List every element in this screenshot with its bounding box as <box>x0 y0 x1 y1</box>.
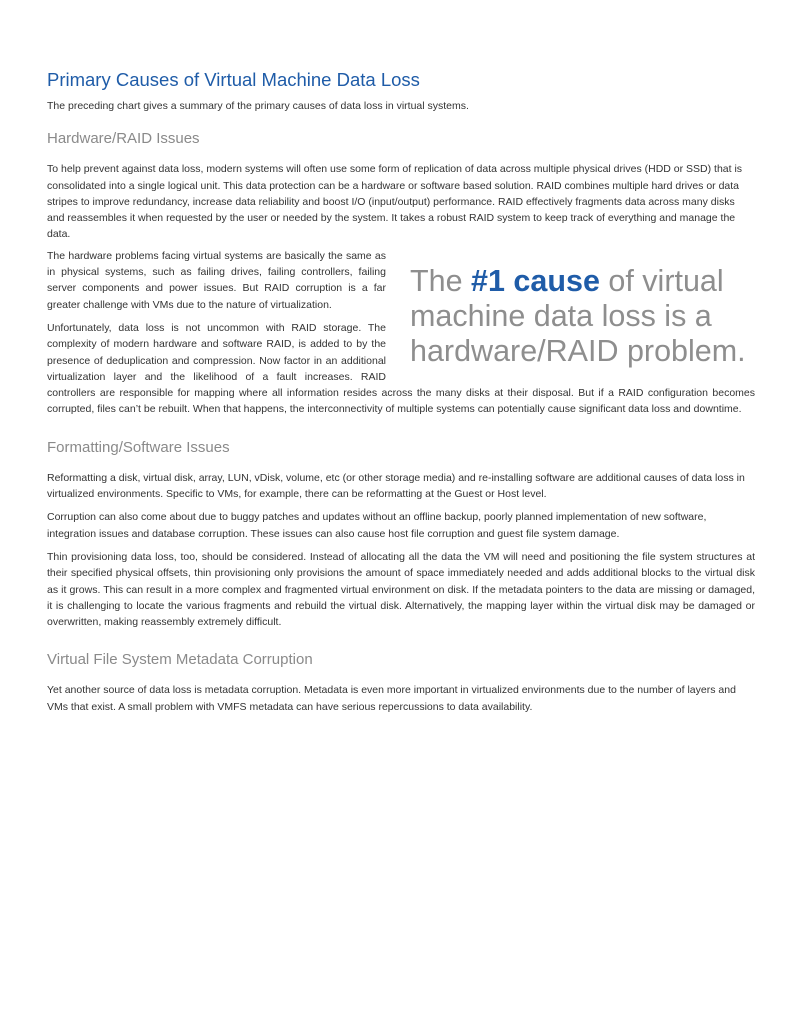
section-heading: Virtual File System Metadata Corruption <box>47 651 313 669</box>
page-title: Primary Causes of Virtual Machine Data Loss <box>47 69 420 90</box>
body-paragraph: Yet another source of data loss is metadata corruption. Metadata is even more important in virtualized environments due to the number of layers and VMs that exist. A small problem with VMFS metadata can have serious repercussions to data availability. <box>47 684 736 713</box>
section-metadata-corruption <box>47 650 755 715</box>
pull-quote-lead: The <box>410 263 472 298</box>
body-paragraph: The hardware problems facing virtual systems are basically the same as in physical systems, such as failing drives, failing controllers, failing server components and power issues. But RAID corruption is a far greater challenge with VMs due to the nature of virtualization. <box>47 249 386 311</box>
section-formatting-software <box>47 438 755 631</box>
body-paragraph: Corruption can also come about due to buggy patches and updates without an offline backup, poorly planned implementation of new software, integration issues and database corruption. These issues can also cause host file corruption and guest file system damage. <box>47 511 707 540</box>
body-paragraph: Thin provisioning data loss, too, should be considered. Instead of allocating all the data the VM will need and positioning the file system structures at their specified physical offsets, thin provisioning only provisions the amount of space immediately needed and adds additional blocks to the virtual disk as it grows. This can result in a more complex and fragmented virtual environment on disk. If the metadata pointers to the data are missing or damaged, it is challenging to locate the various fragments and rebuild the virtual disk. Alternatively, the mapping layer within the virtual disk may be damaged or overwritten, making reassembly extremely difficult. <box>47 550 755 629</box>
pull-quote <box>410 264 755 369</box>
section-heading: Hardware/RAID Issues <box>47 130 200 148</box>
pull-quote-emphasis: #1 cause <box>471 263 600 298</box>
body-paragraph: Unfortunately, data loss is not uncommon with RAID storage. The complexity of modern hardware and software RAID, is added to by the presence of deduplication and compression. Now factor in an additional virtualization layer and the likelihood of a fault increases. RAID controllers are responsible for mapping where all information resides across the many disks at their disposal. But if a RAID configuration becomes corrupted, files can’t be rebuilt. When that happens, the interconnectivity of multiple systems can potentially cause significant data loss and downtime. <box>47 321 755 416</box>
body-paragraph: Reformatting a disk, virtual disk, array, LUN, vDisk, volume, etc (or other storage media) and re-installing software are additional causes of data loss in virtualized environments. Specific to VMs, for example, there can be reformatting at the Guest or Host level. <box>47 471 745 501</box>
intro-paragraph: The preceding chart gives a summary of the primary causes of data loss in virtual systems. <box>47 100 469 112</box>
section-hardware-raid <box>47 129 755 417</box>
document-content <box>47 68 755 728</box>
body-paragraph: To help prevent against data loss, modern systems will often use some form of replication of data across multiple physical drives (HDD or SSD) that is consolidated into a single logical unit. This data protection can be a hardware or software based solution. RAID combines multiple hard drives or data stripes to improve redundancy, increase data reliability and boost I/O (input/output) performance. RAID effectively fragments data across many disks and reassembles it when requested by the user or needed by the system. It takes a robust RAID system to keep track of everything and manage the data. <box>47 163 743 241</box>
pull-quote-rest: of virtual machine data loss is a hardware/RAID problem. <box>410 263 746 368</box>
section-heading: Formatting/Software Issues <box>47 438 230 456</box>
